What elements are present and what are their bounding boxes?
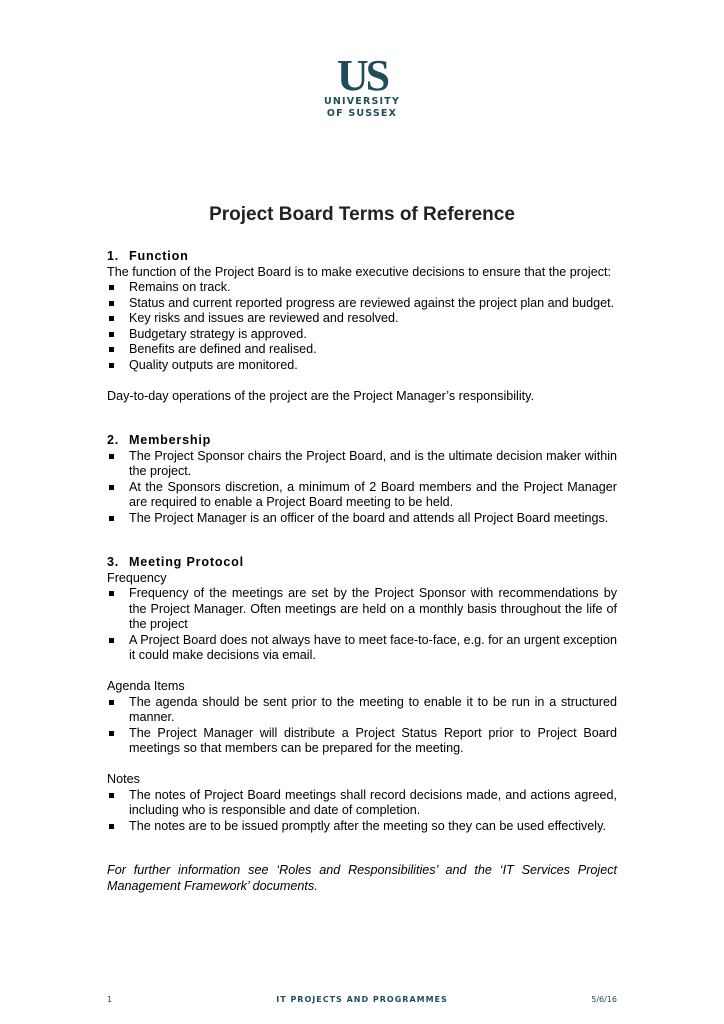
list-item: The notes of Project Board meetings shall record decisions made, and actions agreed, including who is responsible and date of completion. (107, 788, 617, 819)
subsection-label-agenda: Agenda Items (107, 679, 185, 693)
function-list (107, 280, 617, 373)
list-item: Frequency of the meetings are set by the Project Sponsor with recommendations by the Project Manager. Often meetings are held on a monthly basis throughout the life of the project (107, 586, 617, 633)
section-heading-function: 1. Function (107, 249, 189, 263)
university-logo (322, 51, 402, 120)
list-item: Status and current reported progress are reviewed against the project plan and budget. (107, 296, 617, 312)
logo-line-1: UNIVERSITY (323, 96, 401, 107)
list-item: Remains on track. (107, 280, 617, 296)
function-closing: Day-to-day operations of the project are the Project Manager’s responsibility. (107, 388, 535, 403)
list-item: Budgetary strategy is approved. (107, 327, 617, 343)
list-item: The agenda should be sent prior to the meeting to enable it to be run in a structured manner. (107, 695, 617, 726)
list-item: Quality outputs are monitored. (107, 358, 617, 374)
list-item: The Project Sponsor chairs the Project Board, and is the ultimate decision maker within the project. (107, 449, 617, 480)
membership-list (107, 449, 617, 527)
list-item: Key risks and issues are reviewed and resolved. (107, 311, 617, 327)
footer-department: IT PROJECTS AND PROGRAMMES (276, 995, 448, 1004)
page-number: 1 (107, 995, 113, 1004)
list-item: The notes are to be issued promptly after the meeting so they can be used effectively. (107, 819, 617, 835)
logo-mark: US (336, 51, 388, 100)
section-heading-meeting-protocol: 3. Meeting Protocol (107, 555, 244, 569)
list-item: A Project Board does not always have to meet face-to-face, e.g. for an urgent exception it could make decisions via email. (107, 633, 617, 664)
logo-line-2: OF SUSSEX (326, 108, 398, 119)
list-item: The Project Manager is an officer of the board and attends all Project Board meetings. (107, 511, 617, 527)
function-intro: The function of the Project Board is to make executive decisions to ensure that the project: (107, 264, 612, 279)
list-item: Benefits are defined and realised. (107, 342, 617, 358)
frequency-list (107, 586, 617, 664)
footer-date: 5/6/16 (591, 995, 617, 1004)
document-body (107, 249, 617, 894)
notes-list (107, 788, 617, 835)
list-item: The Project Manager will distribute a Project Status Report prior to Project Board meetings so that members can be prepared for the meeting. (107, 726, 617, 757)
section-heading-membership: 2. Membership (107, 433, 212, 447)
subsection-label-frequency: Frequency (107, 570, 167, 585)
agenda-list (107, 695, 617, 757)
subsection-label-notes: Notes (107, 772, 140, 786)
document-title: Project Board Terms of Reference (209, 204, 515, 225)
list-item: At the Sponsors discretion, a minimum of 2 Board members and the Project Manager are required to enable a Project Board meeting to be held. (107, 480, 617, 511)
further-information: For further information see ‘Roles and Responsibilities’ and the ‘IT Services Project Management Framework’ documents. (107, 863, 617, 893)
